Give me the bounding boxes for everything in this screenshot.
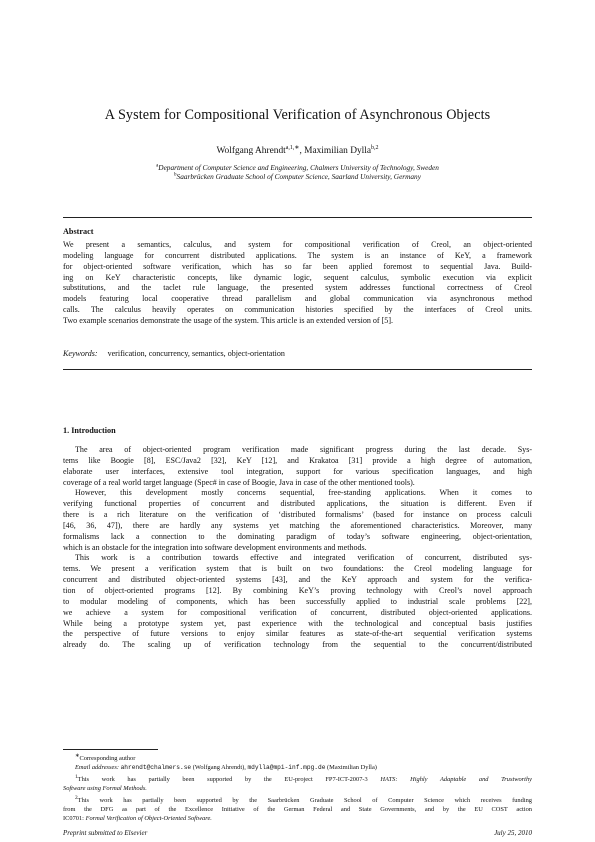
abstract-line: modeling language for concurrent distributed applications. The system is an instance of KeY, a framework <box>63 250 532 260</box>
footnote-rule <box>63 749 158 750</box>
abstract-line: Two example scenarios demonstrate the usage of the system. This article is an extended version of [5]. <box>63 315 394 325</box>
paragraph-line: However, this development mostly concerns sequential, free-standing applications. When it comes to <box>75 488 532 498</box>
page-footer <box>63 829 532 837</box>
author-marks: a,1,∗ <box>285 145 300 151</box>
divider-rule <box>63 369 532 370</box>
footnote-emails: Email addresses: ahrendt@chalmers.se (Wolfgang Ahrendt), mdylla@mpi-inf.mpg.de (Maximilian Dylla) <box>75 764 377 772</box>
footnote-corresponding: ∗Corresponding author <box>75 753 136 763</box>
paragraph-line: tion of object-oriented programs [12]. By combining KeY’s proving technology with Creol’s novel approach <box>63 585 532 595</box>
keywords-label: Keywords: <box>63 349 98 358</box>
footnote-2-cont: from the DFG as part of the Excellence Initiative of the German Federal and State Governments, and by the EU COST action <box>63 805 532 813</box>
divider-rule <box>63 217 532 218</box>
affiliation: $^a$Department of Computer Science and Engineering, Chalmers University of Technology, Sweden <box>156 163 439 172</box>
keywords-line <box>63 349 285 358</box>
abstract-line: substitutions, and the taclet rule language, the presented system addresses functional correctness of Creol <box>63 283 532 293</box>
email-link[interactable]: ahrendt@chalmers.se <box>120 764 192 772</box>
keywords-text: verification, concurrency, semantics, object-orientation <box>107 349 285 358</box>
footnote-1: $^1$This work has partially been supported by the EU-project FP7-ICT-2007-3 HATS: Highly Adaptable and Trustworthy <box>75 773 532 784</box>
footer-date: July 25, 2010 <box>494 829 532 837</box>
paragraph-line: verifying functional properties of concurrent and distributed applications, the situation is different. Even if <box>63 499 532 509</box>
abstract-body <box>63 240 532 327</box>
footer-journal: Preprint submitted to Elsevier <box>63 829 148 837</box>
paragraph-line: already do. The scaling up of verification technology from the sequential to the concurrent/distributed <box>63 640 532 650</box>
author-name: Wolfgang Ahrendt <box>216 146 286 157</box>
paragraph-line: formalisms lack a connection to the dominating paradigm of today’s software engineering, object-orientation, <box>63 531 532 541</box>
paragraph-line: This work is a contribution towards effective and integrated verification of concurrent, distributed sys- <box>75 553 532 563</box>
paragraph-line: tems. We present a verification system that is built on two foundations: the Creol modeling language for <box>63 564 532 574</box>
abstract-line: models featuring local cooperative thread parallelism and global communication via asynchronous method <box>63 294 532 304</box>
footnote-2: $^2$This work has partially been supported by the Saarbrücken Graduate School of Computer Science which receives funding <box>75 794 532 804</box>
paragraph-line: the perspective of future versions to enjoy similar features as state-of-the-art sequential verification systems <box>63 629 532 639</box>
section-heading: 1. Introduction <box>63 426 116 435</box>
affiliation: $^b$Saarbrücken Graduate School of Computer Science, Saarland University, Germany <box>174 172 421 181</box>
author-name: Maximilian Dylla <box>304 146 372 157</box>
paragraph-line: While being a prototype system yet, past experience with the technological and conceptual basis justifies <box>63 618 532 628</box>
footnotes <box>63 752 532 824</box>
abstract-heading: Abstract <box>63 227 94 236</box>
paragraph-line: to modular modeling of components, which has been successfully applied to industrial scale problems [22], <box>63 596 532 606</box>
introduction-body <box>63 445 532 651</box>
paragraph-line: elaborate user interfaces, extensive tool integration, support for various specification languages, and high <box>63 466 532 476</box>
paragraph-line: tems like Boogie [8], ESC/Java2 [32], KeY [12], and Krakatoa [31] provide a high degree of automation, <box>63 455 532 465</box>
abstract-line: We present a semantics, calculus, and system for compositional verification of Creol, an object-oriented <box>63 240 532 249</box>
paragraph-line: we achieve a system for compositional verification of concurrent, distributed object-oriented applications. <box>63 607 532 617</box>
author-list: Wolfgang Ahrendt$^{a,1,∗}$, Maximilian Dylla$^{b,2}$ <box>216 145 379 157</box>
footnote-2-end: IC0701: Formal Verification of Object-Oriented Software. <box>63 814 212 822</box>
abstract-line: for object-oriented software verification, which has so far been applied foremost to sequential Java. Build- <box>63 261 532 271</box>
abstract-line: ing on KeY characteristic concepts, like dynamic logic, sequent calculus, symbolic execution via explicit <box>63 272 532 282</box>
paragraph-line: which is an obstacle for the integration into software development environments and methods. <box>63 542 367 552</box>
paragraph-line: The area of object-oriented program verification made significant progress during the last decade. Sys- <box>75 445 532 454</box>
paragraph-line: [46, 36, 47]), there are hardly any systems yet matching the aforementioned characteristics. Moreover, many <box>63 520 532 530</box>
footnote-1-cont: Software using Formal Methods. <box>63 784 147 792</box>
abstract-line: calls. The calculus heavily operates on communication histories specified by the interfaces of Creol units. <box>63 305 532 315</box>
email-link[interactable]: mdylla@mpi-inf.mpg.de <box>247 764 326 772</box>
paragraph-line: coverage of a real world target language (Spec# in case of Boogie, Java in case of the other mentioned tools). <box>63 477 415 487</box>
paragraph-line: there is a rich literature on the verification of ‘distributed formalisms’ (based for instance on process calculi <box>63 510 532 520</box>
paper-title: A System for Compositional Verification of Asynchronous Objects <box>104 107 491 123</box>
paragraph-line: concurrent and distributed object-oriented systems [43], and the KeY approach and system for the verifica- <box>63 575 532 585</box>
author-marks: b,2 <box>371 145 379 151</box>
